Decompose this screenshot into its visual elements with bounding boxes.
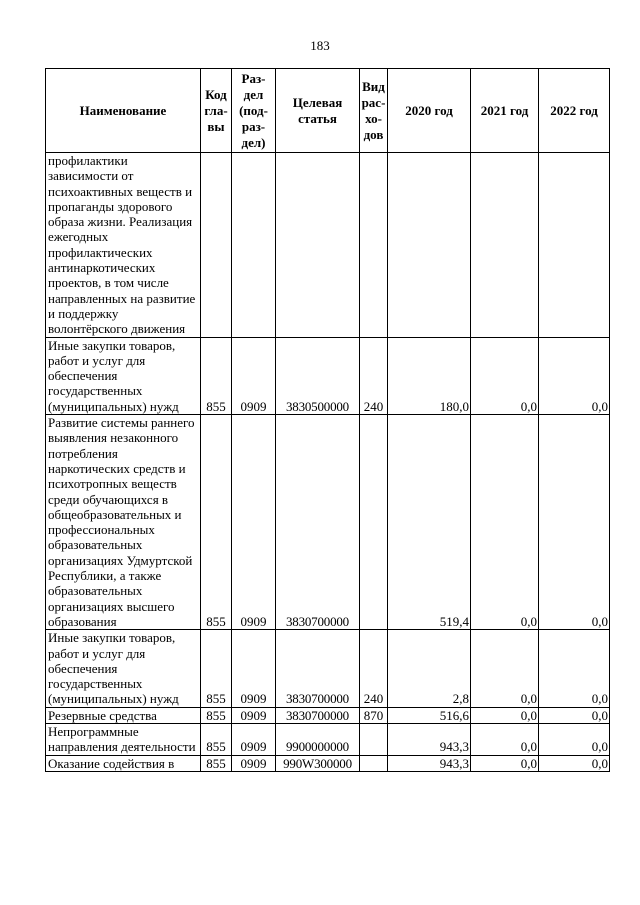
row-target: 3830500000 <box>276 337 360 414</box>
row-chapter <box>201 153 232 338</box>
row-target: 9900000000 <box>276 723 360 755</box>
row-name: Резервные средства <box>46 707 201 723</box>
row-chapter: 855 <box>201 755 232 771</box>
row-2021: 0,0 <box>471 707 539 723</box>
row-name: Иные закупки товаров, работ и услуг для обеспечения государственных (муниципальных) нужд <box>46 337 201 414</box>
row-section: 0909 <box>232 337 276 414</box>
row-target: 3830700000 <box>276 415 360 630</box>
row-2020: 943,3 <box>388 755 471 771</box>
row-section: 0909 <box>232 755 276 771</box>
row-chapter: 855 <box>201 415 232 630</box>
table-row <box>46 337 610 414</box>
table-row <box>46 723 610 755</box>
row-target: 990W300000 <box>276 755 360 771</box>
header-target-article: Целевая статья <box>276 69 360 153</box>
row-chapter: 855 <box>201 707 232 723</box>
row-2022: 0,0 <box>539 337 610 414</box>
row-2020: 519,4 <box>388 415 471 630</box>
row-expense <box>360 415 388 630</box>
row-expense <box>360 755 388 771</box>
row-target <box>276 153 360 338</box>
row-target: 3830700000 <box>276 630 360 707</box>
row-2021 <box>471 153 539 338</box>
row-section: 0909 <box>232 723 276 755</box>
row-chapter: 855 <box>201 723 232 755</box>
row-2022: 0,0 <box>539 755 610 771</box>
table-row <box>46 153 610 338</box>
row-target: 3830700000 <box>276 707 360 723</box>
row-name: Иные закупки товаров, работ и услуг для обеспечения государственных (муниципальных) нужд <box>46 630 201 707</box>
row-name: Развитие системы раннего выявления незаконного потребления наркотических средств и психотропных веществ среди обучающихся в общеобразовательных и профессиональных образовательных организациях Удмуртской Республики, а также образовательных организациях высшего образования <box>46 415 201 630</box>
row-2020: 180,0 <box>388 337 471 414</box>
row-2022: 0,0 <box>539 707 610 723</box>
row-2021: 0,0 <box>471 630 539 707</box>
header-expense-type: Вид рас- хо- дов <box>360 69 388 153</box>
row-name: Непрограммные направления деятельности <box>46 723 201 755</box>
row-2020: 943,3 <box>388 723 471 755</box>
row-name: профилактики зависимости от психоактивных веществ и пропаганды здорового образа жизни. Реализация ежегодных профилактических антинаркотических проектов, в том числе направленных на развитие и поддержку волонтёрского движения <box>46 153 201 338</box>
row-section: 0909 <box>232 415 276 630</box>
table-row <box>46 707 610 723</box>
row-2021: 0,0 <box>471 755 539 771</box>
table-row <box>46 630 610 707</box>
budget-table <box>45 68 610 772</box>
row-name: Оказание содействия в <box>46 755 201 771</box>
row-2022: 0,0 <box>539 415 610 630</box>
row-expense: 240 <box>360 337 388 414</box>
header-chapter-code: Код гла- вы <box>201 69 232 153</box>
row-expense <box>360 723 388 755</box>
row-2022: 0,0 <box>539 630 610 707</box>
row-2021: 0,0 <box>471 415 539 630</box>
row-expense: 870 <box>360 707 388 723</box>
row-2020: 2,8 <box>388 630 471 707</box>
header-year-2022: 2022 год <box>539 69 610 153</box>
header-year-2021: 2021 год <box>471 69 539 153</box>
header-section: Раз- дел (под- раз- дел) <box>232 69 276 153</box>
header-name: Наименование <box>46 69 201 153</box>
row-section: 0909 <box>232 707 276 723</box>
header-year-2020: 2020 год <box>388 69 471 153</box>
row-chapter: 855 <box>201 630 232 707</box>
row-2021: 0,0 <box>471 723 539 755</box>
row-chapter: 855 <box>201 337 232 414</box>
row-section: 0909 <box>232 630 276 707</box>
row-2022 <box>539 153 610 338</box>
row-2022: 0,0 <box>539 723 610 755</box>
page-number: 183 <box>310 38 330 53</box>
row-expense <box>360 153 388 338</box>
row-section <box>232 153 276 338</box>
table-row <box>46 415 610 630</box>
row-2020: 516,6 <box>388 707 471 723</box>
table-row <box>46 755 610 771</box>
row-expense: 240 <box>360 630 388 707</box>
header-row <box>46 69 610 153</box>
row-2021: 0,0 <box>471 337 539 414</box>
row-2020 <box>388 153 471 338</box>
